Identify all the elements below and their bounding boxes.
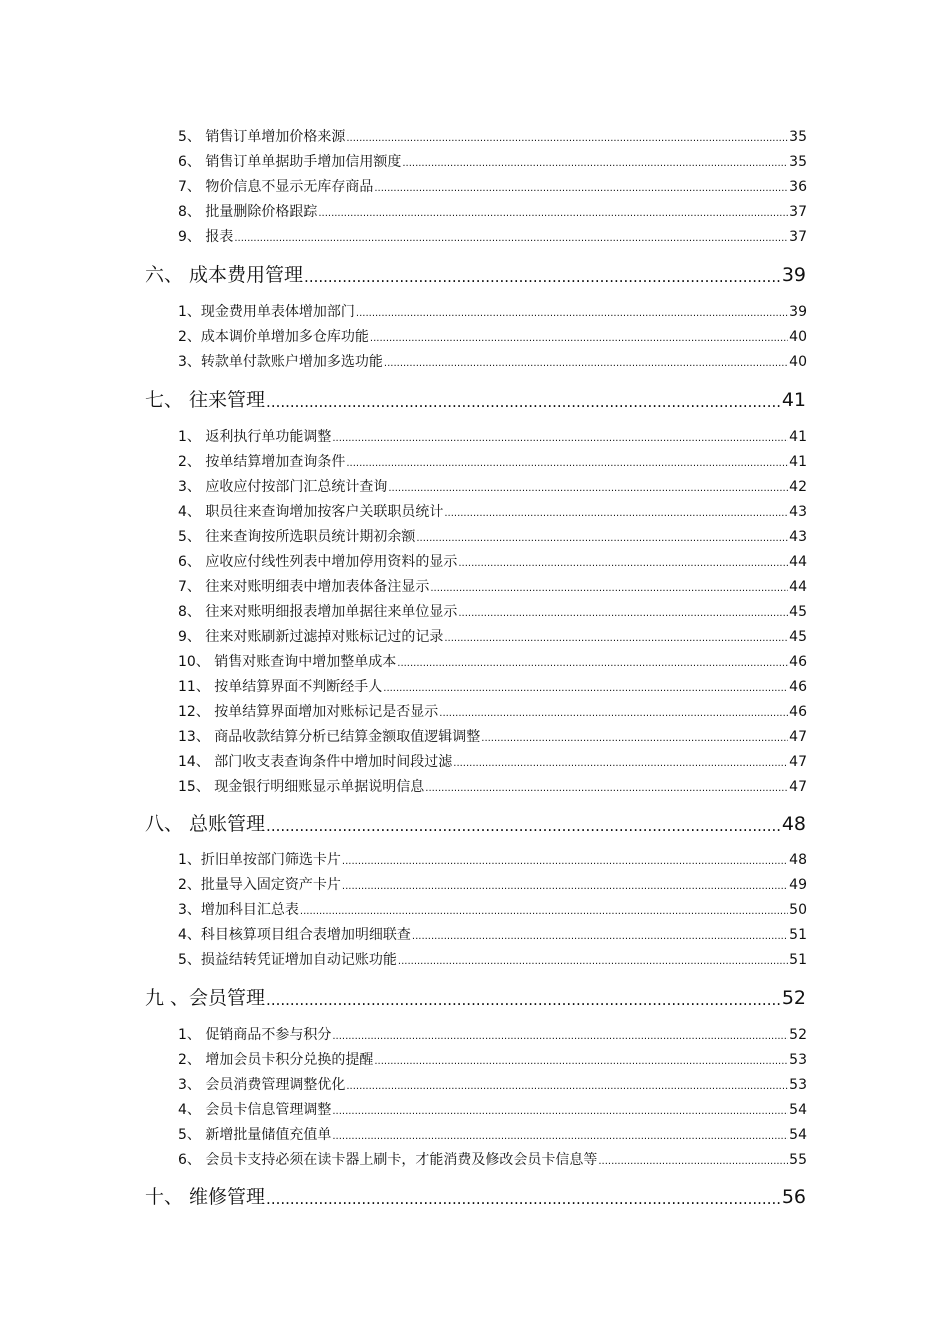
toc-chapter-entry[interactable] [145,986,806,1010]
dot-leader [318,207,788,221]
dot-leader [356,307,788,321]
toc-entry-title: 7、 往来对账明细表中增加表体备注显示 [178,579,430,595]
toc-entry-title: 6、 会员卡支持必须在读卡器上刷卡，才能消费及修改会员卡信息等 [178,1152,598,1168]
toc-entry-title: 5、损益结转凭证增加自动记账功能 [178,952,397,968]
toc-section-entry[interactable] [178,1151,807,1169]
toc-page-number: 41 [789,429,807,445]
toc-entry-title: 15、 现金银行明细账显示单据说明信息 [178,779,425,795]
toc-section-entry[interactable] [178,1051,807,1069]
toc-chapter-entry[interactable] [145,263,806,287]
toc-chapter-entry[interactable] [145,388,806,412]
toc-page-number: 49 [789,877,807,893]
toc-entry-title: 八、 总账管理 [145,813,266,835]
dot-leader [397,657,788,671]
toc-section-entry[interactable] [178,901,807,919]
toc-page-number: 37 [789,204,807,220]
toc-section-entry[interactable] [178,478,807,496]
toc-page-number: 54 [789,1102,807,1118]
dot-leader [332,432,788,446]
toc-entry-title: 8、 往来对账明细报表增加单据往来单位显示 [178,604,458,620]
toc-page-number: 46 [789,679,807,695]
toc-entry-title: 1、 返利执行单功能调整 [178,429,332,445]
dot-leader [430,582,788,596]
toc-section-entry[interactable] [178,428,807,446]
toc-page-number: 53 [789,1052,807,1068]
toc-section-entry[interactable] [178,778,807,796]
toc-page-number: 40 [789,329,807,345]
toc-section-entry[interactable] [178,876,807,894]
toc-page-number: 39 [781,264,806,286]
dot-leader [384,357,788,371]
toc-page-number: 35 [789,154,807,170]
toc-page-number: 47 [789,754,807,770]
toc-page-number: 43 [789,504,807,520]
toc-section-entry[interactable] [178,1101,807,1119]
toc-entry-title: 9、 报表 [178,229,234,245]
toc-page-number: 41 [789,454,807,470]
toc-page-number: 35 [789,129,807,145]
dot-leader [374,182,788,196]
toc-page-number: 46 [789,654,807,670]
dot-leader [444,507,788,521]
toc-section-entry[interactable] [178,578,807,596]
toc-page-number: 48 [781,813,806,835]
dot-leader [342,855,788,869]
toc-entry-title: 4、 会员卡信息管理调整 [178,1102,332,1118]
toc-section-entry[interactable] [178,453,807,471]
toc-section-entry[interactable] [178,353,807,371]
toc-section-entry[interactable] [178,328,807,346]
toc-page-number: 47 [789,729,807,745]
toc-chapter-entry[interactable] [145,1185,806,1209]
toc-entry-title: 六、 成本费用管理 [145,264,304,286]
toc-entry-title: 14、 部门收支表查询条件中增加时间段过滤 [178,754,453,770]
dot-leader [300,905,788,919]
toc-section-entry[interactable] [178,728,807,746]
toc-entry-title: 11、 按单结算界面不判断经手人 [178,679,383,695]
dot-leader [402,157,788,171]
dot-leader [266,991,781,1010]
dot-leader [439,707,788,721]
toc-page-number: 54 [789,1127,807,1143]
toc-page-number: 51 [789,952,807,968]
toc-page-number: 53 [789,1077,807,1093]
toc-entry-title: 6、 应收应付线性列表中增加停用资料的显示 [178,554,458,570]
dot-leader [266,393,781,412]
toc-entry-title: 9、 往来对账刷新过滤掉对账标记过的记录 [178,629,444,645]
toc-page-number: 43 [789,529,807,545]
toc-page-number: 37 [789,229,807,245]
toc-page-number: 45 [789,604,807,620]
dot-leader [481,732,788,746]
toc-entry-title: 5、 往来查询按所选职员统计期初余额 [178,529,416,545]
dot-leader [383,682,788,696]
toc-page-number: 51 [789,927,807,943]
dot-leader [346,1080,788,1094]
dot-leader [412,930,788,944]
toc-page-number: 46 [789,704,807,720]
dot-leader [398,955,788,969]
toc-page-number: 44 [789,554,807,570]
toc-section-entry[interactable] [178,228,807,246]
toc-entry-title: 1、折旧单按部门筛选卡片 [178,852,341,868]
toc-entry-title: 10、 销售对账查询中增加整单成本 [178,654,397,670]
dot-leader [370,332,788,346]
toc-page-number: 36 [789,179,807,195]
toc-section-entry[interactable] [178,528,807,546]
toc-section-entry[interactable] [178,926,807,944]
toc-section-entry[interactable] [178,951,807,969]
dot-leader [346,132,788,146]
toc-entry-title: 8、 批量删除价格跟踪 [178,204,318,220]
toc-entry-title: 6、 销售订单单据助手增加信用额度 [178,154,402,170]
toc-entry-title: 2、 按单结算增加查询条件 [178,454,346,470]
toc-page-number: 55 [789,1152,807,1168]
toc-section-entry[interactable] [178,678,807,696]
toc-section-entry[interactable] [178,1076,807,1094]
toc-section-entry[interactable] [178,603,807,621]
dot-leader [444,632,788,646]
toc-page-number: 56 [781,1186,806,1208]
toc-entry-title: 九 、会员管理 [145,987,266,1009]
toc-page-number: 50 [789,902,807,918]
dot-leader [304,268,781,287]
toc-page-number: 40 [789,354,807,370]
toc-chapter-entry[interactable] [145,812,806,836]
toc-section-entry[interactable] [178,1026,807,1044]
toc-entry-title: 13、 商品收款结算分析已结算金额取值逻辑调整 [178,729,481,745]
toc-entry-title: 七、 往来管理 [145,389,266,411]
dot-leader [458,557,788,571]
dot-leader [342,880,788,894]
toc-section-entry[interactable] [178,753,807,771]
dot-leader [332,1130,788,1144]
toc-entry-title: 1、 促销商品不参与积分 [178,1027,332,1043]
dot-leader [598,1155,788,1169]
toc-entry-title: 2、 增加会员卡积分兑换的提醒 [178,1052,374,1068]
dot-leader [332,1105,788,1119]
toc-section-entry[interactable] [178,203,807,221]
dot-leader [388,482,788,496]
toc-section-entry[interactable] [178,628,807,646]
dot-leader [425,782,788,796]
toc-entry-title: 十、 维修管理 [145,1186,266,1208]
toc-entry-title: 3、转款单付款账户增加多选功能 [178,354,383,370]
toc-page-number: 47 [789,779,807,795]
toc-entry-title: 3、 会员消费管理调整优化 [178,1077,346,1093]
toc-section-entry[interactable] [178,153,807,171]
toc-section-entry[interactable] [178,703,807,721]
toc-section-entry[interactable] [178,1126,807,1144]
toc-entry-title: 7、 物价信息不显示无库存商品 [178,179,374,195]
toc-page-number: 42 [789,479,807,495]
toc-section-entry[interactable] [178,851,807,869]
toc-entry-title: 2、成本调价单增加多仓库功能 [178,329,369,345]
toc-section-entry[interactable] [178,653,807,671]
dot-leader [234,232,788,246]
toc-page-number: 45 [789,629,807,645]
dot-leader [266,1190,781,1209]
toc-page-number: 52 [789,1027,807,1043]
toc-entry-title: 12、 按单结算界面增加对账标记是否显示 [178,704,439,720]
toc-entry-title: 4、科目核算项目组合表增加明细联查 [178,927,411,943]
toc-page-number: 44 [789,579,807,595]
toc-section-entry[interactable] [178,503,807,521]
toc-entry-title: 5、 新增批量储值充值单 [178,1127,332,1143]
dot-leader [266,817,781,836]
toc-entry-title: 3、 应收应付按部门汇总统计查询 [178,479,388,495]
toc-entry-title: 2、批量导入固定资产卡片 [178,877,341,893]
toc-section-entry[interactable] [178,128,807,146]
toc-section-entry[interactable] [178,553,807,571]
dot-leader [332,1030,788,1044]
dot-leader [416,532,788,546]
toc-entry-title: 1、现金费用单表体增加部门 [178,304,355,320]
toc-section-entry[interactable] [178,178,807,196]
toc-page-number: 39 [789,304,807,320]
toc-entry-title: 5、 销售订单增加价格来源 [178,129,346,145]
toc-page-number: 41 [781,389,806,411]
toc-page-number: 52 [781,987,806,1009]
dot-leader [374,1055,788,1069]
toc-page-number: 48 [789,852,807,868]
toc-entry-title: 4、 职员往来查询增加按客户关联职员统计 [178,504,444,520]
dot-leader [453,757,788,771]
toc-section-entry[interactable] [178,303,807,321]
toc-entry-title: 3、增加科目汇总表 [178,902,299,918]
dot-leader [346,457,788,471]
dot-leader [458,607,788,621]
